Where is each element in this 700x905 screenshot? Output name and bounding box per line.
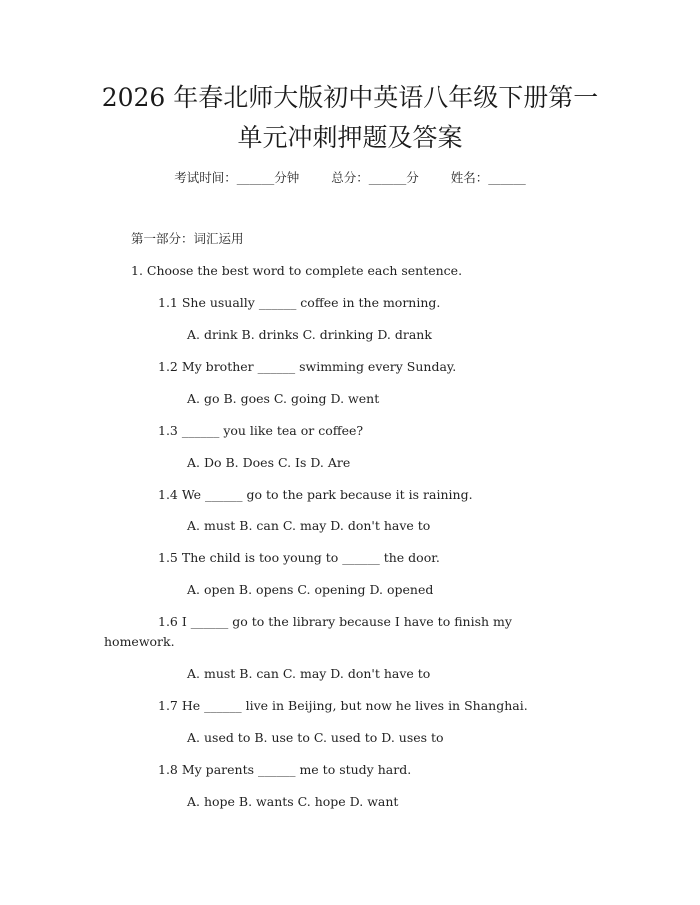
options-1-4: A. must B. can C. may D. don't have to xyxy=(187,518,431,533)
question-1-5: 1.5 The child is too young to ______ the door. xyxy=(158,550,440,565)
question-1-8: 1.8 My parents ______ me to study hard. xyxy=(158,762,412,777)
options-1-1: A. drink B. drinks C. drinking D. drank xyxy=(187,327,432,342)
question-1-1: 1.1 She usually ______ coffee in the morning. xyxy=(158,295,441,310)
title-line-1: 2026 年春北师大版初中英语八年级下册第一 xyxy=(101,83,599,112)
options-1-7: A. used to B. use to C. used to D. uses to xyxy=(187,730,444,745)
options-1-8: A. hope B. wants C. hope D. want xyxy=(187,794,399,809)
student-name-field: 姓名：______ xyxy=(450,170,526,185)
question-1-2: 1.2 My brother ______ swimming every Sunday. xyxy=(158,359,457,374)
question-main: 1. Choose the best word to complete each sentence. xyxy=(131,263,463,278)
page-title xyxy=(0,78,700,158)
options-1-3: A. Do B. Does C. Is D. Are xyxy=(187,455,351,470)
question-1-6-line-2: homework. xyxy=(104,634,175,649)
total-score-field: 总分：______分 xyxy=(331,170,419,185)
exam-info xyxy=(0,168,700,188)
question-1-7: 1.7 He ______ live in Beijing, but now he lives in Shanghai. xyxy=(158,698,528,713)
section-title: 第一部分：词汇运用 xyxy=(131,231,244,246)
exam-time-field: 考试时间：______分钟 xyxy=(174,170,300,185)
title-line-2: 单元冲刺押题及答案 xyxy=(237,123,463,152)
options-1-5: A. open B. opens C. opening D. opened xyxy=(187,582,434,597)
options-1-6: A. must B. can C. may D. don't have to xyxy=(187,666,431,681)
question-1-6-line-1: 1.6 I ______ go to the library because I have to finish my xyxy=(158,614,512,629)
question-1-4: 1.4 We ______ go to the park because it is raining. xyxy=(158,487,473,502)
question-1-3: 1.3 ______ you like tea or coffee? xyxy=(158,423,364,438)
options-1-2: A. go B. goes C. going D. went xyxy=(187,391,380,406)
